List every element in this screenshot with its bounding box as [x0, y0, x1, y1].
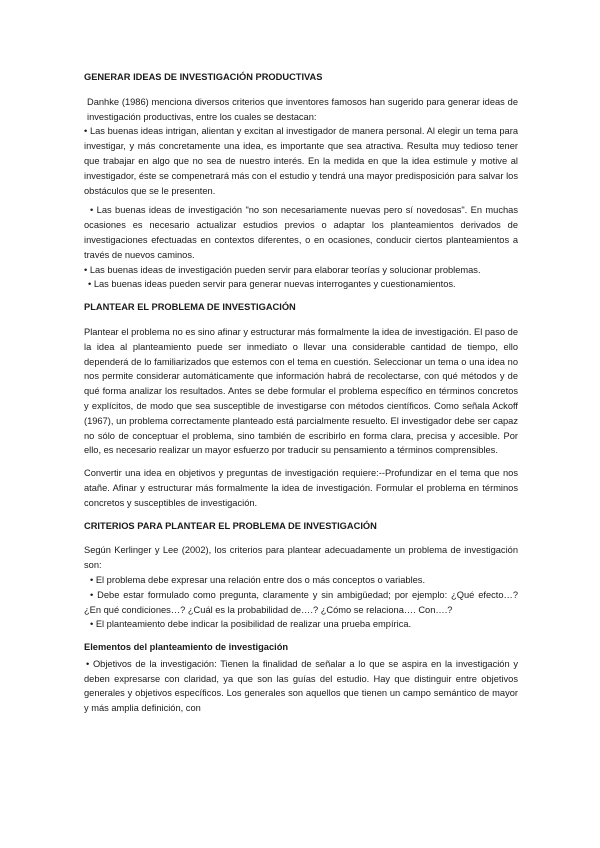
paragraph-convertir-idea: Convertir una idea en objetivos y preguntas de investigación requiere:--Profundizar en el tema que nos atañe. Afinar y estructurar más formalmente la idea de investigación. Formular el problema en términos concretos y susceptibles de investigación. [84, 468, 518, 508]
section-heading-criterios: CRITERIOS PARA PLANTEAR EL PROBLEMA DE INVESTIGACIÓN [84, 520, 377, 531]
section-heading-plantear-problema: PLANTEAR EL PROBLEMA DE INVESTIGACIÓN [84, 302, 296, 313]
bullet-ideas-novedosas: • Las buenas ideas de investigación "no son necesariamente nuevas pero sí novedosas". En muchas ocasiones es necesario actualizar estudios previos o adaptar los planteamientos derivados de investigaciones efectuadas en contextos diferentes, o en ocasiones, conducir ciertos planteamientos a través de nuevos caminos. [84, 205, 518, 260]
bullet-ideas-interrogantes: • Las buenas ideas pueden servir para generar nuevas interrogantes y cuestionamientos. [88, 279, 456, 290]
paragraph-intro-danhke: Danhke (1986) menciona diversos criterios que inventores famosos han sugerido para generar ideas de investigación productivas, entre los cuales se destacan: [87, 96, 518, 122]
bullet-ideas-teorias: • Las buenas ideas de investigación pueden servir para elaborar teorías y solucionar problemas. [84, 264, 481, 275]
paragraph-objetivos: • Objetivos de la investigación: Tienen la finalidad de señalar a lo que se aspira en la investigación y deben expresarse con claridad, ya que son las guías del estudio. Hay que distinguir entre objetivos generales y objetivos específicos. Los generales son aquellos que tienen un campo semántico de mayor y más amplia definición, con [84, 658, 518, 714]
paragraph-plantear-problema: Plantear el problema no es sino afinar y estructurar más formalmente la idea de investigación. El paso de la idea al planteamiento puede ser inmediato o llevar una considerable cantidad de tiempo, ello dependerá de lo familiarizados que estemos con el tema en cuestión. Seleccionar un tema o una idea no nos permite considerar automáticamente que información habrá de recolectarse, con qué métodos y de qué forma analizar los resultados. Antes se debe formular el problema específico en términos concretos y explícitos, de modo que sea susceptible de investigarse con métodos científicos. Como señala Ackoff (1967), un problema correctamente planteado está parcialmente resuelto. El investigador debe ser capaz no sólo de conceptuar el problema, sino también de escribirlo en forma clara, precisa y accesible. Por ello, es necesario realizar un mayor esfuerzo por traducir su pensamiento a términos comprensibles. [84, 326, 518, 456]
bullet-criterio-relacion: • El problema debe expresar una relación entre dos o más conceptos o variables. [90, 574, 426, 585]
section-heading-generar-ideas: GENERAR IDEAS DE INVESTIGACIÓN PRODUCTIVAS [84, 72, 323, 82]
paragraph-intro-kerlinger: Según Kerlinger y Lee (2002), los criterios para plantear adecuadamente un problema de investigación son: [84, 545, 518, 571]
section-heading-elementos: Elementos del planteamiento de investigación [84, 642, 289, 653]
document-page [84, 70, 518, 716]
bullet-criterio-prueba: • El planteamiento debe indicar la posibilidad de realizar una prueba empírica. [90, 619, 412, 630]
bullet-ideas-intrigan: • Las buenas ideas intrigan, alientan y excitan al investigador de manera personal. Al elegir un tema para investigar, y más concretamente una idea, es importante que sea atractiva. Resulta muy tedioso tener que trabajar en algo que no sea de nuestro interés. En la medida en que la idea estimule y motive al investigador, éste se compenetrará más con el estudio y tendrá una mayor predisposición para salvar los obstáculos que se le presenten. [84, 126, 518, 196]
bullet-criterio-pregunta: • Debe estar formulado como pregunta, claramente y sin ambigüedad; por ejemplo: ¿Qué efecto…? ¿En qué condiciones…? ¿Cuál es la probabilidad de….? ¿Cómo se relaciona…. Con….? [84, 589, 518, 615]
